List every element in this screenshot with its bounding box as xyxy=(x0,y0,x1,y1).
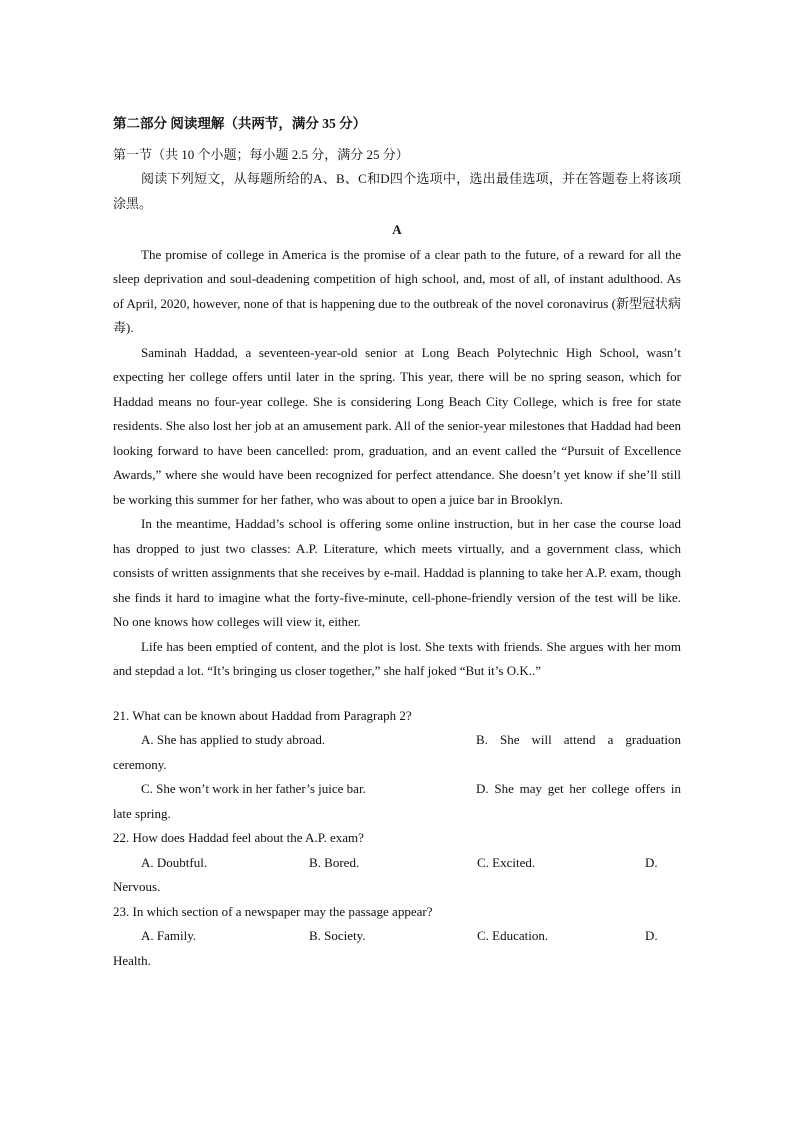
question-21-option-b-wrap: ceremony. xyxy=(113,756,167,772)
passage-paragraph-4: Life has been emptied of content, and the plot is lost. She texts with friends. She argues with her mom and stepdad a lot. “It’s bringing us closer together,” she half joked “But it’s O.K..” xyxy=(113,638,681,678)
question-22-options xyxy=(113,851,681,876)
question-21-option-a: A. She has applied to study abroad. xyxy=(141,732,326,747)
question-22-option-d: D. xyxy=(645,854,658,870)
passage-label: A xyxy=(392,222,402,237)
passage-paragraph-2: Saminah Haddad, a seventeen-year-old senior at Long Beach Polytechnic High School, wasn’t expecting her college offers until later in the spring. This year, there will be no spring season, which for Haddad means no four-year college. She is considering Long Beach City College, which is free for state residents. She also lost her job at an amusement park. All of the senior-year milestones that Haddad had been looking forward to have been cancelled: prom, graduation, and an event called the “Pursuit of Excellence Awards,” where she would have been recognized for perfect attendance. She doesn’t yet know if she’ll still be working this summer for her father, who was about to open a juice bar in Brooklyn. xyxy=(113,344,681,507)
passage-paragraph-3: In the meantime, Haddad’s school is offering some online instruction, but in her case the course load has dropped to just two classes: A.P. Literature, which meets virtually, and a government class, which consists of written assignments that she receives by e-mail. Haddad is planning to take her A.P. exam, though she finds it hard to imagine what the forty-five-minute, cell-phone-friendly version of the test will be like. No one knows how colleges will view it, either. xyxy=(113,516,681,629)
exam-page xyxy=(113,112,681,973)
question-21-option-c: C. She won’t work in her father’s juice bar. xyxy=(141,781,366,796)
passage-paragraph-1: The promise of college in America is the promise of a clear path to the future, of a reward for all the sleep deprivation and soul-deadening competition of high school, and, most of all, of instant adulthood. As of April, 2020, however, none of that is happening due to the outbreak of the novel coronavirus (新型冠状病毒). xyxy=(113,246,681,335)
question-23-option-a: A. Family. xyxy=(141,928,197,943)
question-21-option-d-wrap: late spring. xyxy=(113,805,171,821)
section-title: 第二部分 阅读理解（共两节，满分 35 分） xyxy=(113,116,367,131)
question-23-option-b: B. Society. xyxy=(309,928,366,943)
question-22-stem: 22. How does Haddad feel about the A.P. exam? xyxy=(113,830,364,845)
question-23-stem: 23. In which section of a newspaper may the passage appear? xyxy=(113,903,433,919)
question-22-option-d-wrap: Nervous. xyxy=(113,879,161,894)
question-22-option-b: B. Bored. xyxy=(309,854,360,870)
section-subtitle: 第一节（共 10 个小题；每小题 2.5 分，满分 25 分） xyxy=(113,146,409,162)
question-23-option-c: C. Education. xyxy=(477,928,549,943)
question-21-stem: 21. What can be known about Haddad from Paragraph 2? xyxy=(113,707,412,723)
question-22-option-a: A. Doubtful. xyxy=(141,854,208,870)
question-23-option-d: D. xyxy=(645,928,658,943)
question-21-option-b: B. She will attend a graduation xyxy=(476,732,681,747)
instructions: 阅读下列短文，从每题所给的A、B、C和D四个选项中，选出最佳选项，并在答题卷上将该项涂黑。 xyxy=(113,171,681,211)
question-22-option-c: C. Excited. xyxy=(477,854,536,870)
question-21-option-d: D. She may get her college offers in xyxy=(476,781,681,796)
question-21-options-row-1 xyxy=(113,728,681,753)
question-23-options xyxy=(113,924,681,949)
question-23-option-d-wrap: Health. xyxy=(113,952,151,968)
question-21-options-row-2 xyxy=(113,777,681,802)
